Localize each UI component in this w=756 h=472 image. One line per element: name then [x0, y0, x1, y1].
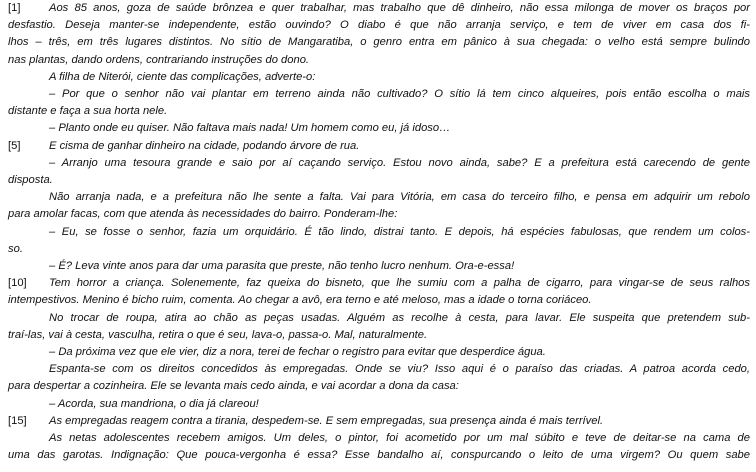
paragraph-text: lhos – três, em três lugares distintos. No sítio de Mangaratiba, o genro entra em pânico à sua chegada: o velho está sempre bulindo	[8, 36, 750, 49]
paragraph-text: Espanta-se com os direitos concedidos às empregadas. Onde se viu? Isso aqui é o paraíso das criadas. A patroa acorda cedo,	[49, 363, 750, 376]
text-line	[0, 275, 756, 292]
paragraph-text: – Arranjo uma tesoura grande e saio por aí caçando serviço. Estou novo ainda, sabe? E a prefeitura está carecendo de gente	[49, 156, 750, 169]
paragraph-text: No trocar de roupa, atira ao chão as peças usadas. Alguém as recolhe à cesta, para lavar. Ele suspeita que pretendem sub-	[49, 311, 750, 324]
paragraph-text: nas plantas, dando ordens, contrariando instruções do dono.	[8, 53, 310, 66]
paragraph-text: – Planto onde eu quiser. Não faltava mais nada! Um homem como eu, já idoso…	[49, 122, 451, 135]
paragraph-text: para amolar facas, com que atenda às necessidades do bairro. Ponderam-lhe:	[8, 208, 398, 221]
text-line	[0, 241, 756, 258]
text-line	[0, 413, 756, 430]
paragraph-text: Aos 85 anos, goza de saúde brônzea e quer trabalhar, mas trabalho que dê dinheiro, não essa milonga de mover os braços por	[49, 2, 750, 14]
paragraph-text: As empregadas reagem contra a tirania, despedem-se. E sem empregadas, sua presença ainda é mais terrível.	[49, 414, 604, 427]
paragraph-text: – Acorda, sua mandriona, o dia já clareou!	[49, 397, 259, 410]
text-line	[0, 103, 756, 120]
paragraph-text: Tem horror a criança. Solenemente, faz queixa do bisneto, que lhe sumiu com a palha de cigarro, para vingar-se de seus ralhos	[49, 277, 750, 290]
text-line	[0, 155, 756, 172]
text-line	[0, 120, 756, 137]
text-line	[0, 17, 756, 34]
paragraph-text: E cisma de ganhar dinheiro na cidade, podando árvore de rua.	[49, 139, 360, 152]
paragraph-text: – Eu, se fosse o senhor, fazia um orquidário. É tão lindo, distrai tanto. E depois, há espécies fabulosas, que rendem um colos-	[49, 225, 750, 238]
text-line	[0, 258, 756, 275]
text-line	[0, 69, 756, 86]
paragraph-text: – Por que o senhor não vai plantar em terreno ainda não cultivado? O sítio lá tem cinco alqueires, pois então escolha o mais	[49, 88, 750, 100]
paragraph-text: – É? Leva vinte anos para dar uma parasita que preste, não tenho lucro nenhum. Ora-e-essa!	[49, 260, 515, 272]
text-line	[0, 430, 756, 447]
paragraph-text: desfastio. Deseja manter-se independente, estão ouvindo? O diabo é que não arranja serviço, e tem de viver em casa dos fi-	[8, 19, 750, 32]
paragraph-text: para despertar a cozinheira. Ele se levanta mais cedo ainda, e vai acordar a dona da casa:	[8, 380, 459, 393]
text-line	[0, 189, 756, 206]
paragraph-text: As netas adolescentes recebem amigos. Um deles, o pintor, foi acometido por um mal súbito e teve de deitar-se na cama de	[49, 432, 750, 444]
paragraph-text: uma das garotas. Indignação: Que pouca-vergonha é essa? Esse bandalho aí, conspurcando o leito de uma virgem? Ou quem sabe	[8, 449, 750, 462]
text-line	[0, 34, 756, 51]
text-line	[0, 361, 756, 378]
paragraph-text: traí-las, vai à cesta, vasculha, retira o que é seu, lava-o, passa-o. Mal, naturalmente.	[8, 328, 428, 341]
line-number: [10]	[8, 277, 27, 290]
text-line	[0, 378, 756, 395]
paragraph-text: distante e faça a sua horta nele.	[8, 105, 168, 118]
text-line	[0, 52, 756, 69]
text-line	[0, 0, 756, 17]
text-line	[0, 206, 756, 223]
text-line	[0, 138, 756, 155]
text-line	[0, 327, 756, 344]
paragraph-text: A filha de Niterói, ciente das complicações, adverte-o:	[49, 70, 316, 83]
text-line	[0, 396, 756, 413]
text-line	[0, 224, 756, 241]
paragraph-text: Não arranja nada, e a prefeitura não lhe sente a falta. Vai para Vitória, em casa do terceiro filho, e pensa em adquirir um rebolo	[49, 191, 750, 204]
text-line	[0, 310, 756, 327]
paragraph-text: so.	[8, 242, 23, 255]
paragraph-text: – Da próxima vez que ele vier, diz a nora, terei de fechar o registro para evitar que desperdice água.	[49, 346, 546, 358]
paragraph-text: intempestivos. Menino é bicho ruim, comenta. Ao chegar a avô, era terno e até meloso, mas a idade o torna coriáceo.	[8, 294, 592, 307]
paragraph-text: disposta.	[8, 174, 53, 186]
text-line	[0, 447, 756, 464]
text-line	[0, 292, 756, 309]
text-line	[0, 172, 756, 189]
text-line	[0, 86, 756, 103]
text-line	[0, 344, 756, 361]
line-number: [5]	[8, 139, 21, 152]
line-number: [15]	[8, 414, 27, 427]
line-number: [1]	[8, 2, 21, 14]
